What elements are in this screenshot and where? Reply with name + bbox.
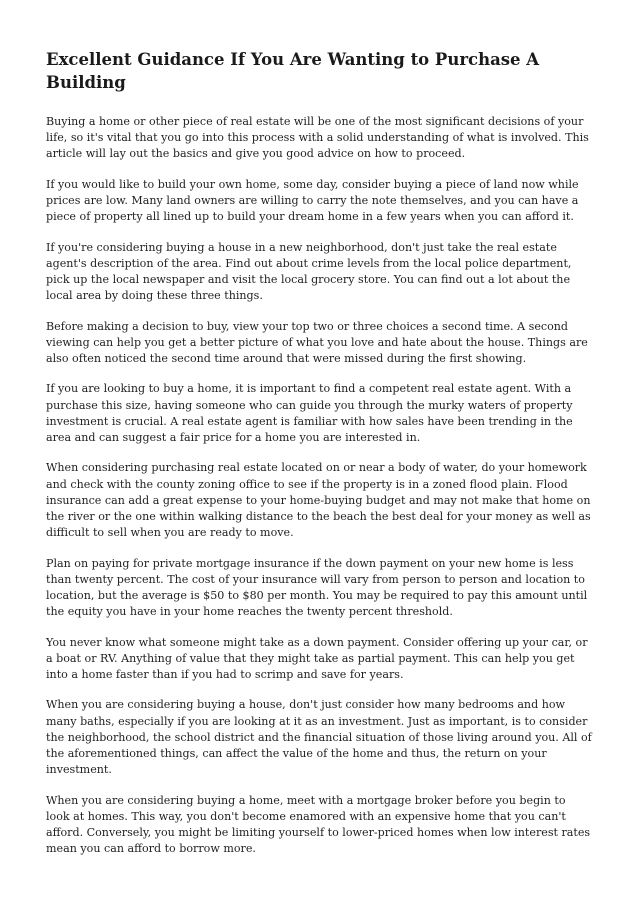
document-title: Excellent Guidance If You Are Wanting to Purchase A Building [46, 50, 540, 92]
paragraph-4: Before making a decision to buy, view your top two or three choices a second time. A second viewing can help you get a better picture of what you love and hate about the house. Things are also often noticed the second time around that were missed during the first showing. [46, 319, 588, 365]
paragraph-1: Buying a home or other piece of real estate will be one of the most significant decisions of your life, so it's vital that you go into this process with a solid understanding of what is involved. This article will lay out the basics and give you good advice on how to proceed. [46, 115, 589, 161]
paragraph-5: If you are looking to buy a home, it is important to find a competent real estate agent. With a purchase this size, having someone who can guide you through the murky waters of property investment is crucial. A real estate agent is familiar with how sales have been trending in the area and can suggest a fair price for a home you are interested in. [46, 382, 573, 444]
paragraph-8: You never know what someone might take as a down payment. Consider offering up your car, or a boat or RV. Anything of value that they might take as partial payment. This can help you get into a home faster than if you had to scrimp and save for years. [46, 635, 588, 681]
paragraph-9: When you are considering buying a house, don't just consider how many bedrooms and how many baths, especially if you are looking at it as an investment. Just as important, is to consider the neighborhood, the school district and the financial situation of those living around you. All of the aforementioned things, can affect the value of the home and thus, the return on your investment. [46, 698, 592, 777]
paragraph-3: If you're considering buying a house in a new neighborhood, don't just take the real estate agent's description of the area. Find out about crime levels from the local police department, pick up the local newspaper and visit the local grocery store. You can find out a lot about the local area by doing these three things. [46, 240, 572, 303]
paragraph-6: When considering purchasing real estate located on or near a body of water, do your homework and check with the county zoning office to see if the property is in a zoned flood plain. Flood insurance can add a great expense to your home-buying budget and may not make that home on the river or the one within walking distance to the beach the best deal for your money as well as difficult to sell when you are ready to move. [46, 461, 591, 540]
document-page [46, 48, 592, 872]
paragraph-7: Plan on paying for private mortgage insurance if the down payment on your new home is less than twenty percent. The cost of your insurance will vary from person to person and location to location, but the average is $50 to $80 per month. You may be required to pay this amount until the equity you have in your home reaches the twenty percent threshold. [46, 556, 588, 619]
paragraph-10: When you are considering buying a home, meet with a mortgage broker before you begin to look at homes. This way, you don't become enamored with an expensive home that you can't afford. Conversely, you might be limiting yourself to lower-priced homes when low interest rates mean you can afford to borrow more. [46, 793, 591, 856]
paragraph-2: If you would like to build your own home, some day, consider buying a piece of land now while prices are low. Many land owners are willing to carry the note themselves, and you can have a piece of property all lined up to build your dream home in a few years when you can afford it. [46, 177, 579, 224]
